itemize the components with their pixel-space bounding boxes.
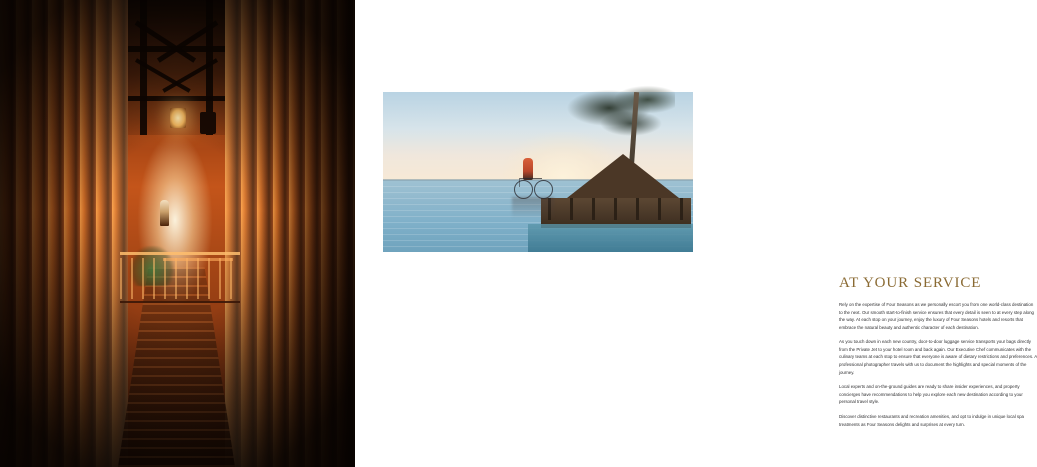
palm-fronds — [565, 80, 675, 150]
corridor-railing-right — [163, 258, 233, 301]
article-copy-block — [839, 275, 1037, 428]
right-page — [355, 0, 1037, 467]
page-title: AT YOUR SERVICE — [839, 275, 982, 291]
corridor-right-slats — [225, 0, 355, 467]
left-page — [0, 0, 355, 467]
resort-corridor-photo — [0, 0, 355, 467]
water-reflection — [512, 197, 554, 219]
thatched-pavilion-roof — [567, 154, 679, 198]
corridor-left-slats — [0, 0, 128, 467]
body-paragraph-4: Discover distinctive restaurants and recreation amenities, and opt to indulge in unique local spa treatments as Four Seasons delights and surprises at every turn. — [839, 413, 1025, 427]
pool-edge — [528, 224, 693, 252]
body-paragraph-2: As you touch down in each new country, door-to-door luggage service transports your bags directly from the Private Jet to your hotel room and back again. Our Executive Chef communicates with the culinary teams at each stop to ensure that everyone is aware of dietary restrictions and preferences. A professional photographer travels with us to document the highlights and special moments of the journey. — [839, 339, 1037, 375]
cyclist-on-water-photo — [383, 92, 693, 252]
pavilion-posts — [548, 198, 683, 220]
cyclist-figure — [523, 158, 533, 180]
body-paragraph-3: Local experts and on-the-ground guides are ready to share insider experiences, and property concierges have recommendations to help you explore each new destination according to your personal travel style. — [839, 384, 1023, 405]
wall-speaker — [200, 112, 216, 134]
person-silhouette — [160, 200, 169, 226]
body-paragraph-1: Rely on the expertise of Four Seasons as we personally escort you from one world-class destination to the next. Our smooth start-to-finish service ensures that every detail is seen to at every step along the way. At each stop on your journey, enjoy the luxury of Four Seasons hotels and resorts that embrace the natural beauty and authentic character of each destination. — [839, 302, 1034, 330]
hanging-lantern — [170, 108, 186, 128]
gable-beam — [128, 96, 225, 101]
